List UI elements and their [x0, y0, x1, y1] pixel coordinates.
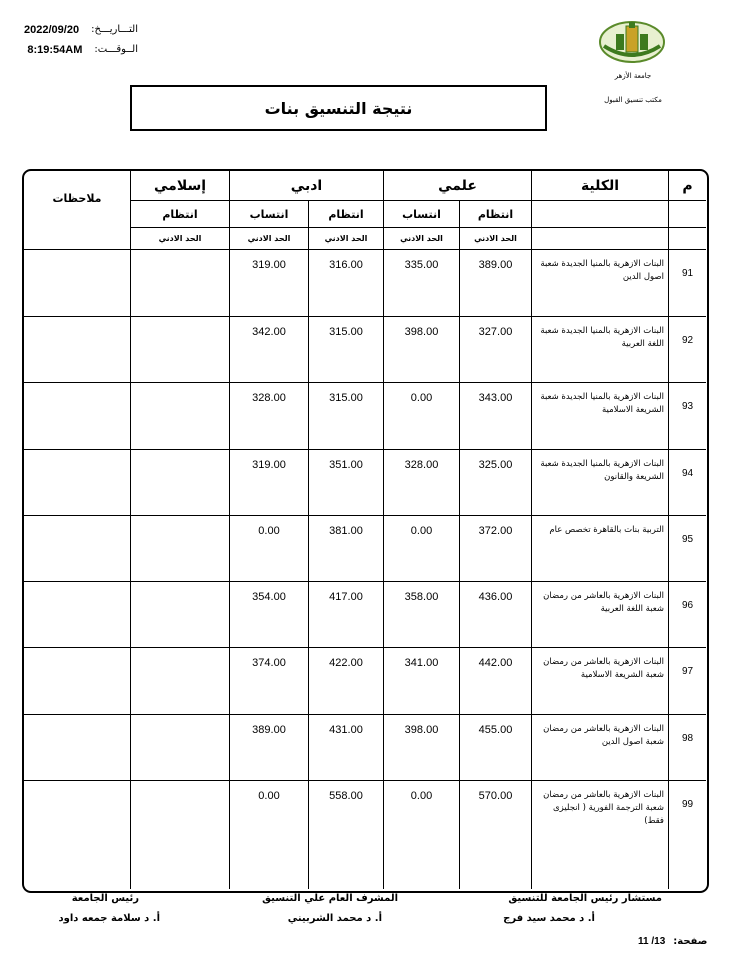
row-college: البنات الازهرية بالعاشر من رمضان شعبة اللغة العربية	[543, 591, 664, 614]
row-college: البنات الازهرية بالمنيا الجديدة شعبة الشريعة الاسلامية	[540, 392, 664, 415]
date-value: 2022/09/20	[24, 24, 80, 36]
row-lit-regular: 315.00	[329, 326, 363, 338]
row-index: 97	[681, 665, 694, 677]
row-lit-affiliate: 0.00	[258, 525, 280, 537]
row-isl-regular	[131, 522, 229, 540]
sci-regular-header: انتظام	[477, 207, 514, 221]
row-notes	[24, 588, 130, 606]
row-notes	[24, 721, 130, 739]
row-lit-regular: 422.00	[329, 657, 363, 669]
row-college: التربية بنات بالقاهرة تخصص عام	[549, 525, 664, 535]
col-college-header: الكلية	[580, 177, 620, 194]
row-lit-affiliate: 319.00	[252, 459, 286, 471]
sig2-name: أ. د محمد الشربيني	[287, 913, 382, 924]
row-sci-affiliate: 358.00	[404, 591, 439, 603]
sci-affiliate-min: الحد الادني	[400, 234, 443, 243]
row-notes	[24, 256, 130, 274]
date-row	[24, 24, 138, 36]
row-college: البنات الازهرية بالعاشر من رمضان شعبة الترجمة الفورية ( انجليزى فقط)	[543, 790, 664, 826]
row-sci-regular: 442.00	[478, 657, 513, 669]
row-lit-regular: 315.00	[329, 392, 363, 404]
row-lit-regular: 316.00	[329, 259, 363, 271]
row-sci-regular: 389.00	[478, 259, 513, 271]
row-index: 96	[681, 599, 694, 611]
row-isl-regular	[131, 787, 229, 805]
row-index: 92	[681, 334, 694, 346]
row-lit-affiliate: 354.00	[252, 591, 286, 603]
row-college: البنات الازهرية بالمنيا الجديدة شعبة اصول الدين	[540, 259, 664, 282]
sci-affiliate-header: انتساب	[402, 207, 441, 221]
col-index-header: م	[682, 177, 693, 194]
sig1-name: أ. د محمد سيد فرج	[503, 913, 595, 924]
row-notes	[24, 389, 130, 407]
row-lit-regular: 558.00	[329, 790, 363, 802]
row-sci-regular: 570.00	[478, 790, 513, 802]
time-label: الــوقـــت:	[94, 44, 138, 55]
time-row	[27, 44, 138, 56]
row-sci-affiliate: 0.00	[410, 392, 433, 404]
row-lit-affiliate: 374.00	[252, 657, 286, 669]
row-sci-regular: 343.00	[478, 392, 513, 404]
col-notes-header: ملاحظات	[52, 191, 102, 205]
row-sci-regular: 436.00	[478, 591, 513, 603]
row-index: 91	[681, 267, 694, 279]
row-index: 99	[681, 798, 694, 810]
row-notes	[24, 522, 130, 540]
org-name: جامعة الأزهر	[614, 72, 652, 80]
row-lit-regular: 351.00	[329, 459, 363, 471]
row-index: 98	[681, 732, 694, 744]
row-sci-regular: 327.00	[478, 326, 513, 338]
row-isl-regular	[131, 654, 229, 672]
row-lit-affiliate: 319.00	[252, 259, 286, 271]
sig3-title: رئيس الجامعة	[71, 893, 139, 904]
group-islamic-header: إسلامي	[153, 177, 207, 194]
org-office: مكتب تنسيق القبول	[604, 96, 662, 104]
lit-regular-min: الحد الادني	[324, 234, 368, 243]
page-label: صفحة:	[673, 936, 708, 947]
row-index: 94	[681, 467, 694, 479]
row-sci-regular: 372.00	[478, 525, 513, 537]
row-college: البنات الازهرية بالعاشر من رمضان شعبة اصول الدين	[543, 724, 664, 747]
row-isl-regular	[131, 256, 229, 274]
row-index: 95	[681, 533, 694, 545]
row-sci-affiliate: 335.00	[404, 259, 439, 271]
group-science-header: علمي	[438, 177, 477, 194]
row-notes	[24, 323, 130, 341]
row-college: البنات الازهرية بالمنيا الجديدة شعبة اللغة العربية	[540, 326, 664, 349]
row-lit-affiliate: 0.00	[258, 790, 280, 802]
row-notes	[24, 456, 130, 474]
time-value: 8:19:54AM	[27, 44, 83, 56]
row-notes	[24, 787, 130, 805]
sig1-title: مستشار رئيس الجامعة للتنسيق	[508, 893, 662, 904]
row-isl-regular	[131, 389, 229, 407]
date-label: التـــاريـــخ:	[91, 24, 138, 35]
row-sci-regular: 325.00	[478, 459, 513, 471]
row-sci-affiliate: 398.00	[404, 724, 439, 736]
group-literary-header: ادبي	[290, 177, 323, 194]
row-sci-affiliate: 0.00	[410, 525, 433, 537]
page-title: نتيجة التنسيق بنات	[130, 85, 547, 131]
sci-regular-min: الحد الادني	[474, 234, 517, 243]
row-lit-regular: 381.00	[329, 525, 363, 537]
row-college: البنات الازهرية بالمنيا الجديدة شعبة الشريعة والقانون	[540, 459, 664, 482]
row-sci-regular: 455.00	[478, 724, 513, 736]
row-notes	[24, 654, 130, 672]
row-isl-regular	[131, 323, 229, 341]
page-indicator	[638, 936, 707, 947]
row-lit-affiliate: 342.00	[252, 326, 286, 338]
row-isl-regular	[131, 588, 229, 606]
azhar-logo-icon	[598, 20, 666, 64]
sig3-name: أ. د سلامة جمعه داود	[58, 913, 160, 924]
row-sci-affiliate: 398.00	[404, 326, 439, 338]
row-lit-regular: 417.00	[329, 591, 363, 603]
row-college: البنات الازهرية بالعاشر من رمضان شعبة الشريعة الاسلامية	[543, 657, 664, 680]
isl-regular-min: الحد الادني	[158, 234, 202, 243]
row-sci-affiliate: 341.00	[404, 657, 439, 669]
row-lit-affiliate: 328.00	[252, 392, 286, 404]
results-table	[22, 169, 709, 893]
isl-regular-header: انتظام	[162, 207, 198, 221]
row-isl-regular	[131, 721, 229, 739]
row-isl-regular	[131, 456, 229, 474]
row-index: 93	[681, 400, 694, 412]
row-sci-affiliate: 328.00	[404, 459, 439, 471]
sig2-title: المشرف العام علي التنسيق	[262, 893, 398, 904]
lit-affiliate-min: الحد الادني	[247, 234, 291, 243]
lit-affiliate-header: انتساب	[249, 207, 289, 221]
row-sci-affiliate: 0.00	[410, 790, 433, 802]
row-lit-affiliate: 389.00	[252, 724, 286, 736]
row-lit-regular: 431.00	[329, 724, 363, 736]
page-value: 11 /13	[638, 936, 666, 947]
lit-regular-header: انتظام	[328, 207, 364, 221]
